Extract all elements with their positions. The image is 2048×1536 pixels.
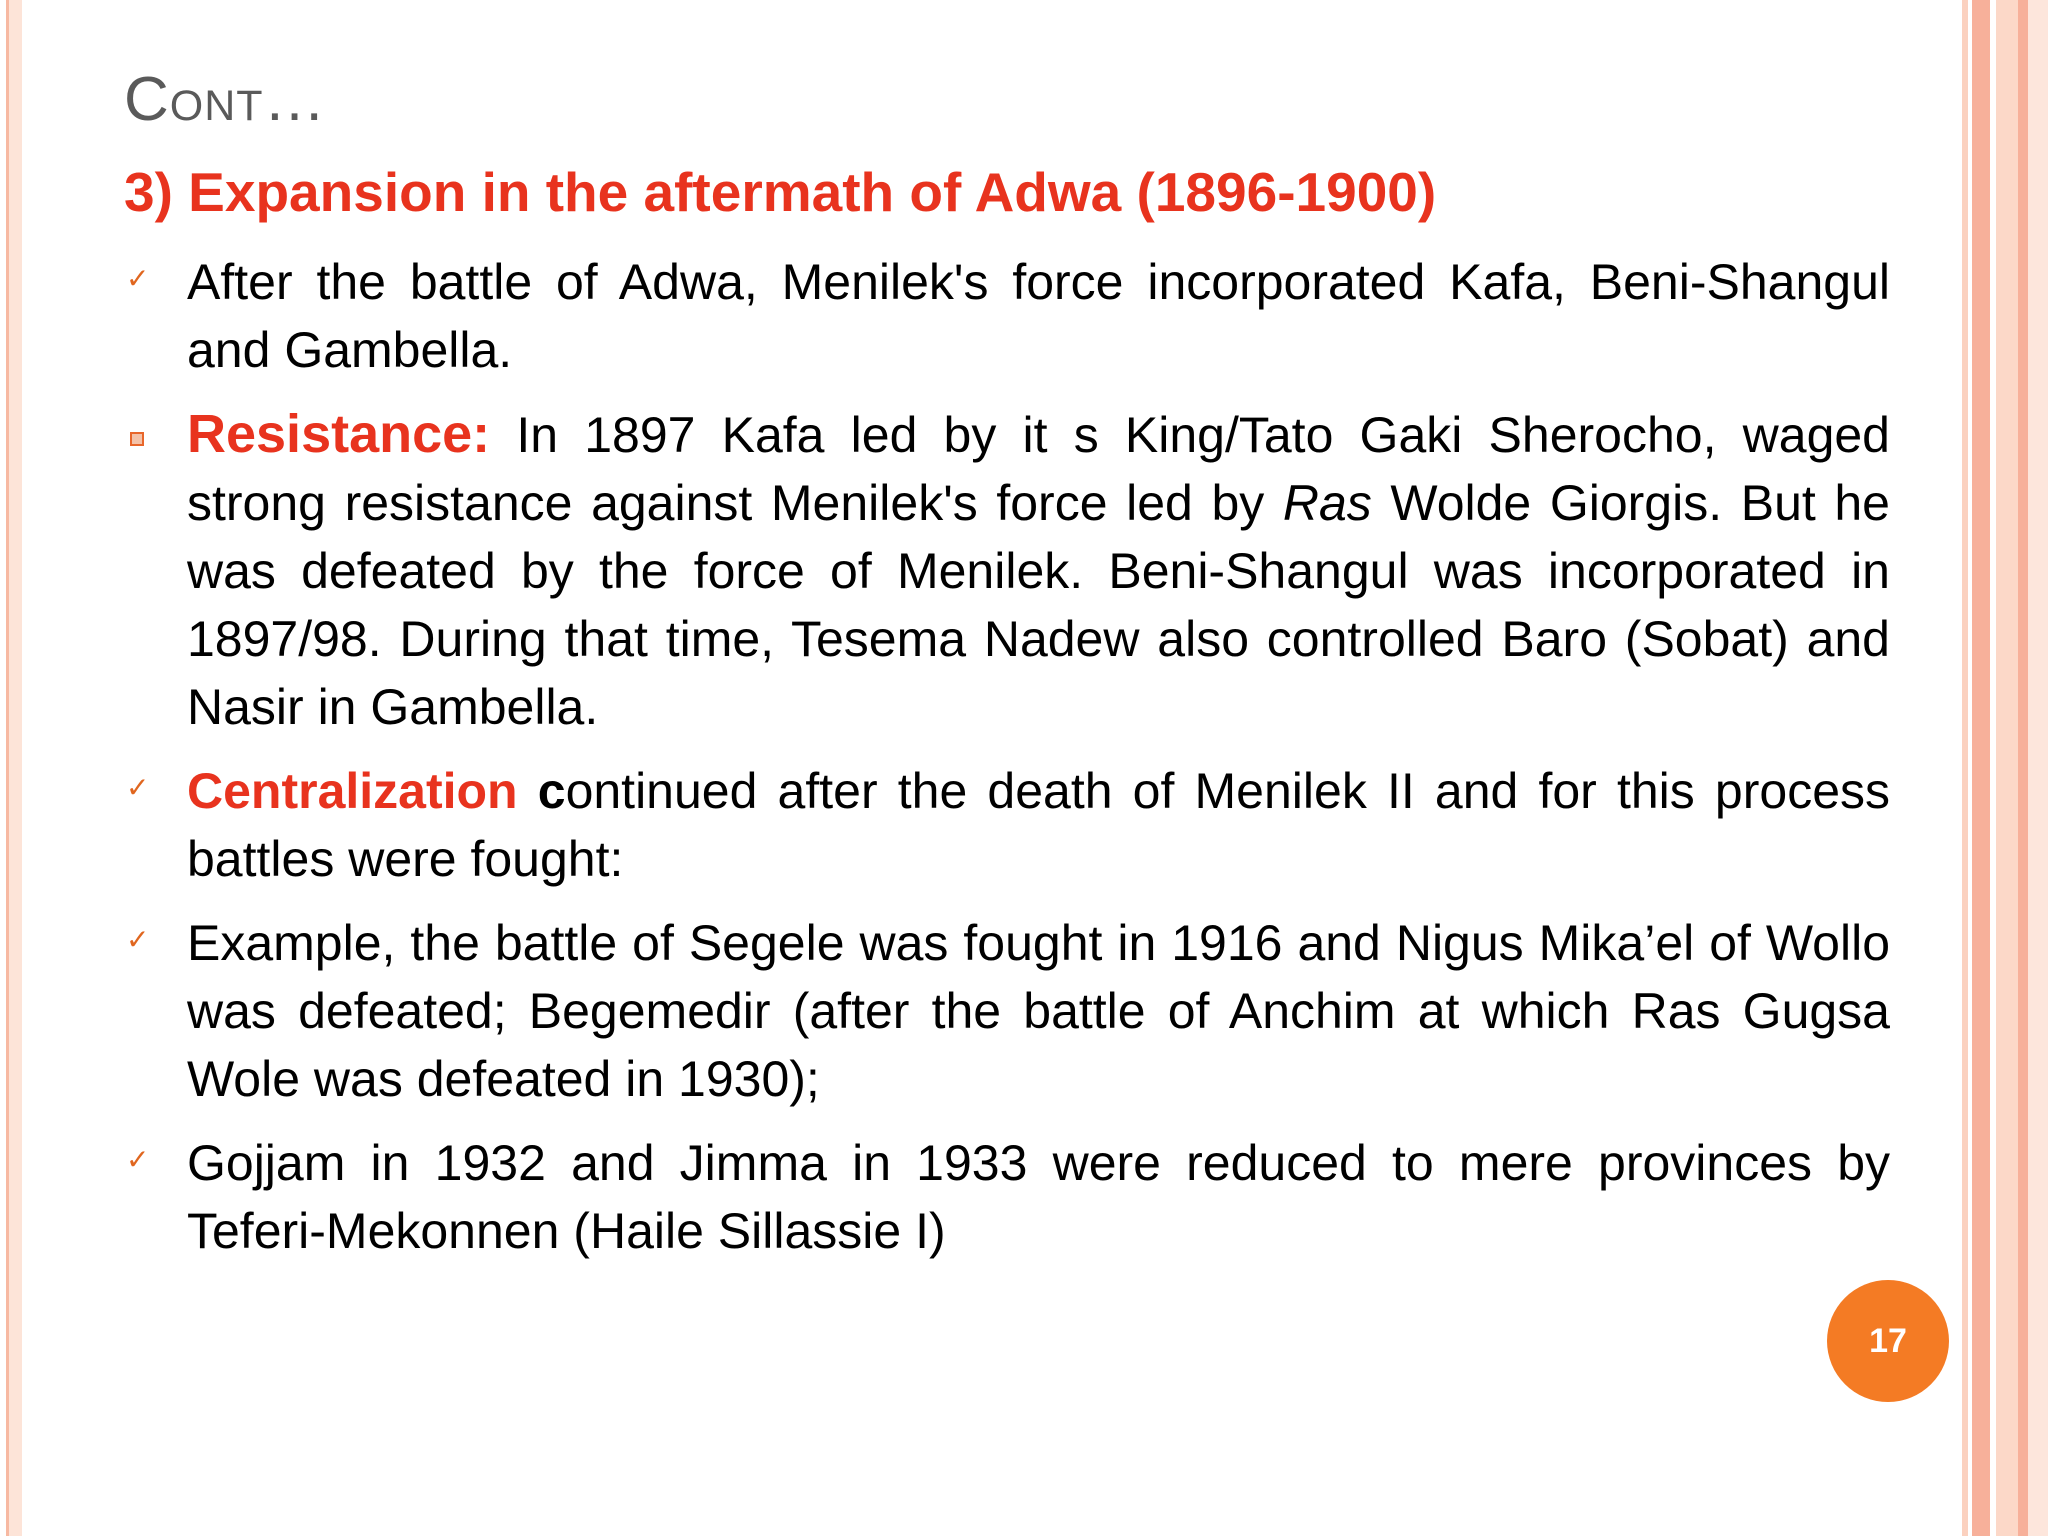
checkmark-icon: ✓ (126, 1144, 150, 1175)
bullet-text (187, 1129, 1890, 1265)
text-segment: Gojjam in 1932 and Jimma in 1933 were reduced to mere provinces by Teferi-Mekonnen (Haile Sillassie I) (187, 1135, 1890, 1259)
slide-subtitle: 3) Expansion in the aftermath of Adwa (1896-1900) (124, 161, 1437, 223)
left-decorative-border (0, 0, 22, 1536)
checkmark-icon: ✓ (126, 924, 150, 955)
right-decorative-border (1948, 0, 2048, 1536)
text-segment: Example, the battle of Segele was fought in 1916 and Nigus Mika’el of Wollo was defeated; Begemedir (after the battle of Anchim at which Ras Gugsa Wole was defeated in 1930); (187, 915, 1890, 1107)
bullet-text (187, 248, 1890, 384)
text-segment: Centralization (187, 763, 518, 819)
bullet-text (187, 400, 1890, 741)
bullet-item (124, 757, 1890, 893)
bullet-item (124, 248, 1890, 384)
slide-title: Cont… (124, 65, 327, 134)
bullet-text (187, 909, 1890, 1113)
text-segment: Wolde Giorgis. But he was defeated by the force of Menilek. Beni-Shangul was incorporated in 1897/98. During that time, Tesema Nadew also controlled Baro (Sobat) and Nasir in Gambella. (187, 475, 1890, 735)
checkmark-icon: ✓ (126, 263, 150, 294)
text-segment: Resistance: (187, 404, 491, 464)
text-segment: Ras (1282, 475, 1372, 531)
bullet-item (124, 400, 1890, 741)
text-segment: After the battle of Adwa, Menilek's force incorporated Kafa, Beni-Shangul and Gambella. (187, 254, 1890, 378)
text-segment: ontinued after the death of Menilek II and for this process battles were fought: (187, 763, 1890, 887)
square-bullet-icon (130, 432, 144, 446)
checkmark-icon: ✓ (126, 772, 150, 803)
bullet-text (187, 757, 1890, 893)
text-segment: In 1897 Kafa led by it s King/Tato Gaki Sherocho, waged strong resistance against Menilek's force led by (187, 407, 1890, 531)
bullet-item (124, 1129, 1890, 1265)
bullet-item (124, 909, 1890, 1113)
text-segment: c (517, 763, 566, 819)
bullet-list (124, 248, 1890, 1281)
page-number-badge: 17 (1827, 1280, 1949, 1402)
